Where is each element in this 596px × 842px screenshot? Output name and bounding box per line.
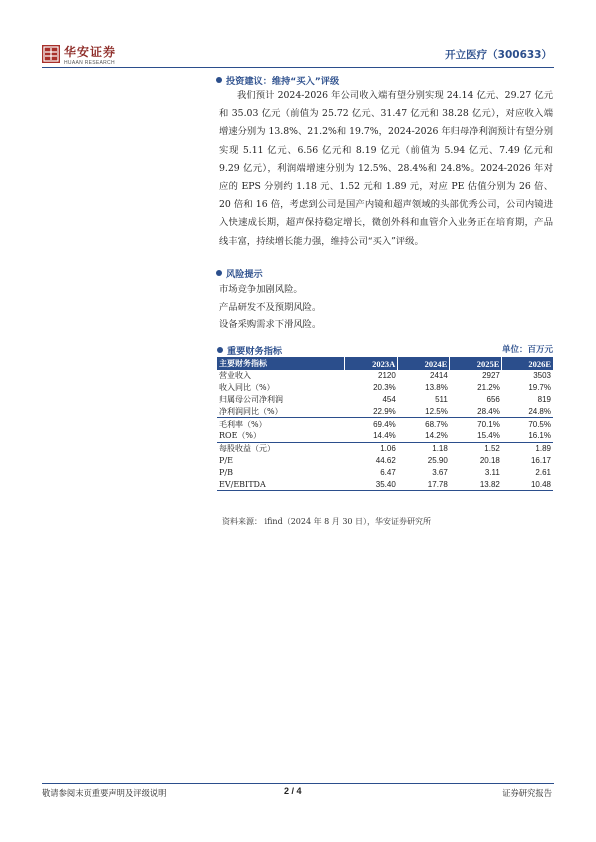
row-value: 69.4%: [373, 419, 396, 429]
logo-text: 华安证券: [64, 45, 117, 59]
table-header-row: [217, 357, 553, 370]
footer-report-type: 证券研究报告: [502, 788, 552, 798]
table-header-year: 2025E: [450, 357, 502, 370]
risk-item: 设备采购需求下滑风险。: [219, 319, 322, 330]
row-value: 2927: [482, 371, 500, 381]
row-value: 2.61: [535, 467, 551, 477]
row-value: 16.17: [530, 455, 551, 465]
row-value: 14.2%: [398, 430, 450, 442]
row-label: 归属母公司净利润: [219, 394, 283, 404]
row-label: 营业收入: [219, 371, 251, 381]
header-company: 开立医疗（300633）: [445, 49, 552, 61]
row-value: 511: [435, 394, 448, 404]
row-value: 70.5%: [528, 419, 551, 429]
row-value: 20.3%: [373, 383, 396, 393]
risk-item: 市场竞争加剧风险。: [219, 284, 303, 295]
investment-title: 投资建议：维持“买入”评级: [226, 76, 340, 87]
row-label: EV/EBITDA: [217, 478, 345, 490]
row-value: 16.1%: [502, 430, 553, 442]
table-row: [217, 466, 553, 478]
table-header-year: 2023A: [345, 357, 398, 370]
row-value: 68.7%: [425, 419, 448, 429]
row-value: 25.90: [427, 455, 448, 465]
source-note: 资料来源： ifind（2024 年 8 月 30 日），华安证券研究所: [222, 517, 432, 526]
financials-table: [217, 357, 553, 491]
row-label: P/B: [219, 467, 233, 477]
investment-heading: [216, 73, 339, 87]
bullet-dot-icon: [217, 347, 223, 353]
row-value: 13.82: [450, 478, 502, 490]
row-label: ROE（%）: [217, 430, 345, 442]
table-row: [217, 394, 553, 406]
row-value: 24.8%: [502, 405, 553, 417]
row-label: 毛利率（%）: [219, 419, 267, 429]
row-value: 21.2%: [477, 383, 500, 393]
risk-title: 风险提示: [226, 269, 263, 280]
row-label: P/E: [219, 455, 233, 465]
table-body: [217, 370, 553, 490]
row-value: 1.89: [535, 444, 551, 454]
logo-seal: [42, 45, 60, 63]
row-value: 3503: [533, 371, 551, 381]
table-row: [217, 370, 553, 382]
row-value: 44.62: [375, 455, 396, 465]
row-value: 10.48: [502, 478, 553, 490]
row-value: 15.4%: [450, 430, 502, 442]
page-number: 2 / 4: [284, 786, 302, 796]
investment-text: 我们预计 2024-2026 年公司收入端有望分别实现 24.14 亿元、29.27 亿元和 35.03 亿元（前值为 25.72 亿元、31.47 亿元和 38.28 亿元），对应收入端增速分别为 13.8%、21.2%和 19.7%，2024-2026 年归母净利润预计有望分别实现 5.11 亿元、6.56 亿元和 8.19 亿元（前值为 5.94 亿元、7.49 亿元和 9.29 亿元），利润端增速分别为 12.5%、28.4%和 24.8%。2024-2026 年对应的 EPS 分别约 1.18 元、1.52 元和 1.89 元，对应 PE 估值分别为 26 倍、20 倍和 16 倍，考虑到公司是国产内镜和超声领域的头部优秀公司，公司内镜进入快速成长期，超声保持稳定增长，微创外科和血管介入业务正在培育期，产品线丰富，持续增长能力强，维持公司“买入”评级。: [219, 90, 553, 247]
row-value: 2120: [378, 371, 396, 381]
row-value: 3.11: [484, 467, 500, 477]
row-value: 454: [382, 394, 396, 404]
row-value: 3.67: [432, 467, 448, 477]
bullet-dot-icon: [216, 77, 222, 83]
table-row: [217, 418, 553, 430]
row-value: 70.1%: [477, 419, 500, 429]
table-row: [217, 382, 553, 394]
risk-list: [219, 281, 321, 334]
row-value: 20.18: [479, 455, 500, 465]
header-divider: [42, 67, 554, 68]
table-header-label: 主要财务指标: [217, 357, 345, 370]
financials-title: 重要财务指标: [227, 346, 283, 357]
row-value: 28.4%: [450, 405, 502, 417]
row-value: 17.78: [398, 478, 450, 490]
risk-heading: [216, 266, 263, 280]
row-value: 35.40: [345, 478, 398, 490]
row-label: 收入同比（%）: [219, 383, 275, 393]
unit-label: 单位：百万元: [501, 345, 553, 355]
financials-heading-row: [217, 343, 553, 357]
row-value: 12.5%: [398, 405, 450, 417]
table-row: [217, 405, 553, 417]
row-value: 6.47: [380, 467, 396, 477]
row-label: 净利润同比（%）: [217, 405, 345, 417]
bullet-dot-icon: [216, 270, 222, 276]
investment-paragraph: [219, 87, 553, 251]
row-value: 1.52: [484, 444, 500, 454]
row-value: 13.8%: [425, 383, 448, 393]
row-label: 每股收益（元）: [219, 444, 275, 454]
row-value: 656: [486, 394, 500, 404]
table-row: [217, 442, 553, 454]
logo-subtext: HUAAN RESEARCH: [64, 60, 115, 66]
table-header-year: 2026E: [502, 357, 553, 370]
row-value: 819: [537, 394, 551, 404]
row-value: 1.06: [380, 444, 396, 454]
table-row: [217, 455, 553, 467]
row-value: 19.7%: [528, 383, 551, 393]
table-row: [217, 430, 553, 442]
table-row: [217, 478, 553, 490]
row-value: 2414: [430, 371, 448, 381]
footer-disclaimer: 敬请参阅末页重要声明及评级说明: [42, 788, 167, 798]
row-value: 14.4%: [345, 430, 398, 442]
row-value: 1.18: [432, 444, 448, 454]
risk-item: 产品研发不及预期风险。: [219, 301, 322, 313]
row-value: 22.9%: [345, 405, 398, 417]
table-header-year: 2024E: [398, 357, 450, 370]
footer-divider: [42, 783, 554, 784]
